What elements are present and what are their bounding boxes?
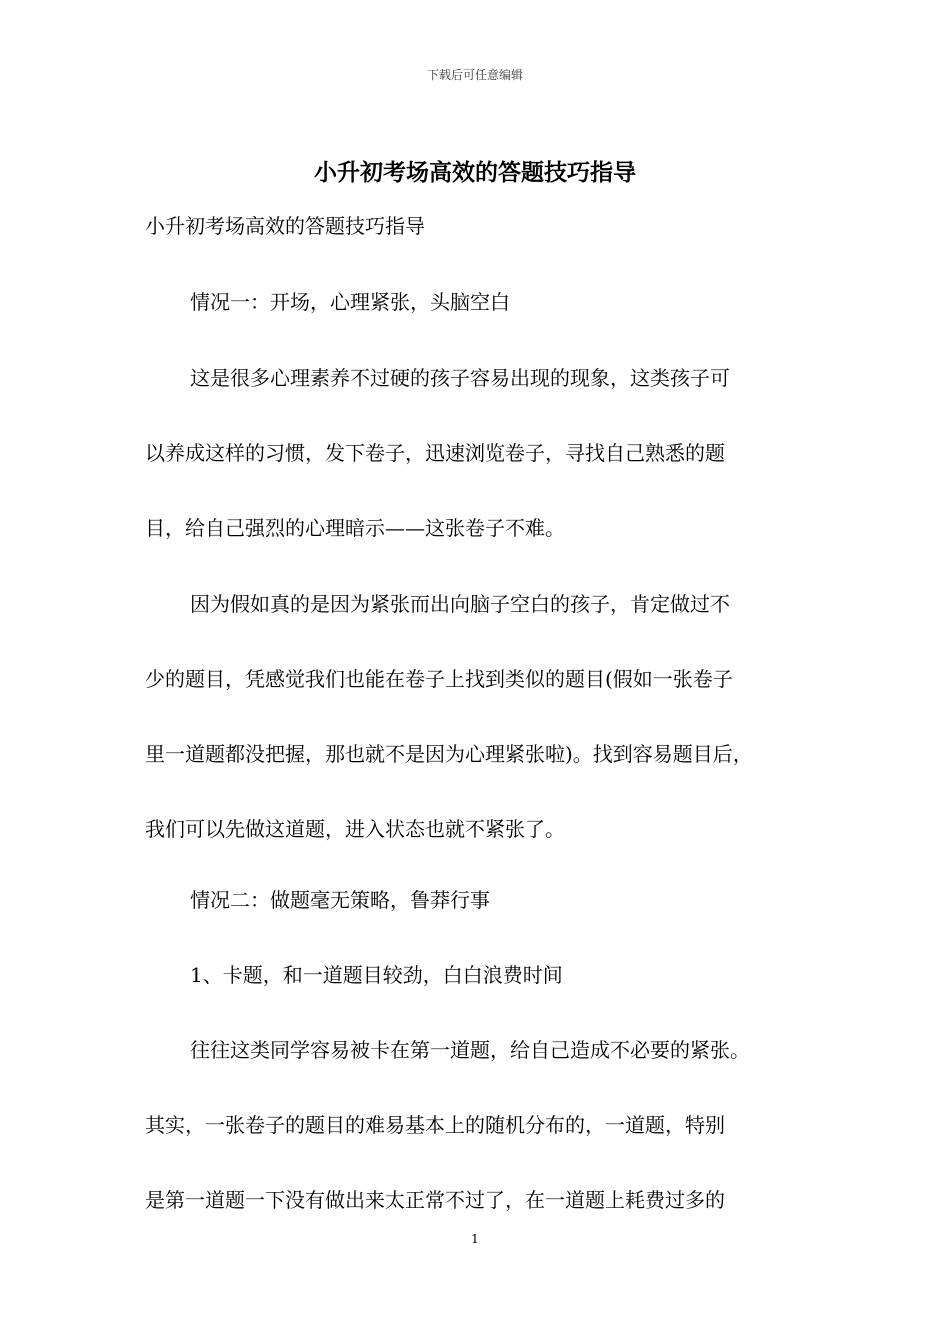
paragraph-line: 是第一道题一下没有做出来太正常不过了，在一道题上耗费过多的 (145, 1188, 725, 1212)
section-heading-1: 情况一：开场，心理紧张，头脑空白 (190, 290, 510, 314)
paragraph-line: 这是很多心理素养不过硬的孩子容易出现的现象，这类孩子可 (190, 366, 730, 390)
subtitle-line: 小升初考场高效的答题技巧指导 (145, 214, 425, 238)
document-title: 小升初考场高效的答题技巧指导 (314, 159, 636, 186)
page-header: 下载后可任意编辑 (426, 68, 523, 82)
paragraph-line: 我们可以先做这道题，进入状态也就不紧张了。 (145, 817, 565, 841)
section-heading-2: 情况二：做题毫无策略，鲁莽行事 (190, 888, 490, 912)
paragraph-line: 其实，一张卷子的题目的难易基本上的随机分布的，一道题，特别 (145, 1113, 725, 1137)
paragraph-line: 以养成这样的习惯，发下卷子，迅速浏览卷子，寻找自己熟悉的题 (145, 441, 725, 465)
paragraph-line: 因为假如真的是因为紧张而出向脑子空白的孩子，肯定做过不 (190, 592, 730, 616)
list-item-heading: 1、卡题，和一道题目较劲，白白浪费时间 (190, 963, 563, 987)
page-number: 1 (471, 1232, 479, 1246)
paragraph-line: 里一道题都没把握，那也就不是因为心理紧张啦)。找到容易题目后， (145, 742, 753, 766)
paragraph-line: 少的题目，凭感觉我们也能在卷子上找到类似的题目(假如一张卷子 (145, 667, 733, 691)
paragraph-line: 往往这类同学容易被卡在第一道题，给自己造成不必要的紧张。 (190, 1038, 750, 1062)
paragraph-line: 目，给自己强烈的心理暗示——这张卷子不难。 (145, 516, 565, 540)
